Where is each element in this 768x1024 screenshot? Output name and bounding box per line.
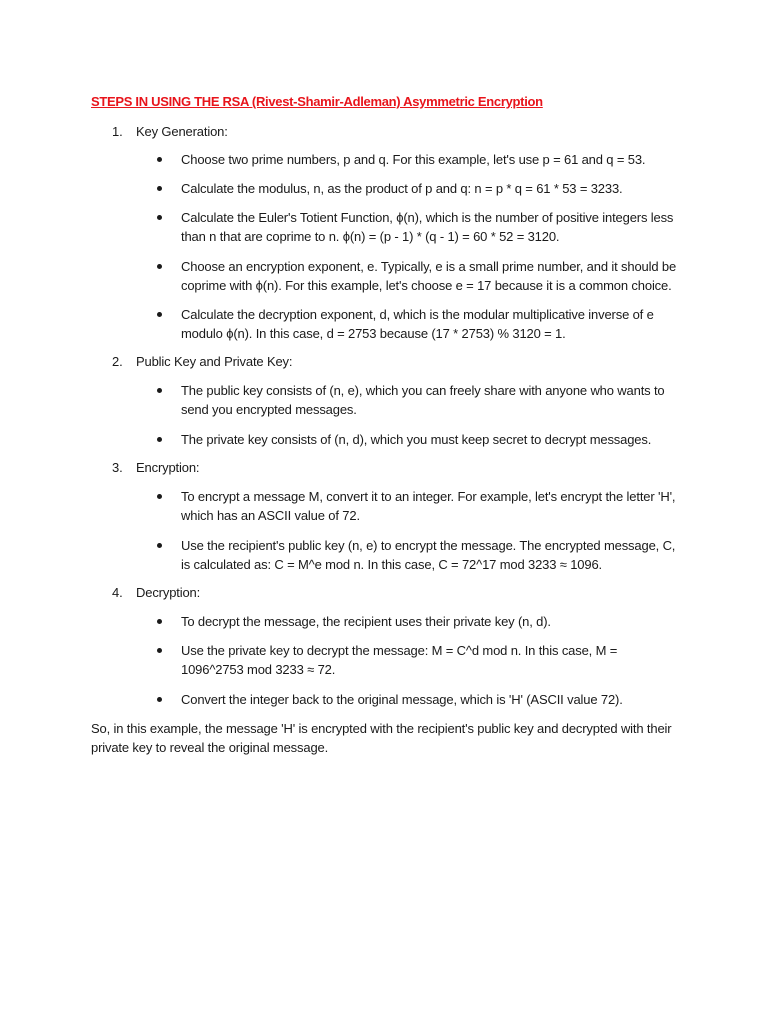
bullet-icon <box>157 312 162 317</box>
section-public-private-key <box>112 354 292 369</box>
list-item: Choose an encryption exponent, e. Typically, e is a small prime number, and it should be coprime with ϕ(n). For this example, let's choose e = 17 because it is a common choice. <box>181 259 677 293</box>
section-number: 4. <box>112 585 123 600</box>
section-heading: Encryption: <box>136 460 200 475</box>
section-key-generation <box>112 124 228 139</box>
list-item: The private key consists of (n, d), which you must keep secret to decrypt messages. <box>181 432 652 447</box>
bullet-icon <box>157 388 162 393</box>
bullet-icon <box>157 543 162 548</box>
bullet-icon <box>157 186 162 191</box>
list-item: Calculate the modulus, n, as the product of p and q: n = p * q = 61 * 53 = 3233. <box>181 181 623 196</box>
list-item: The public key consists of (n, e), which you can freely share with anyone who wants to send you encrypted messages. <box>181 383 665 417</box>
bullet-icon <box>157 619 162 624</box>
section-heading: Decryption: <box>136 585 201 600</box>
list-item: Calculate the Euler's Totient Function, ϕ(n), which is the number of positive integers less than n that are coprime to n. ϕ(n) = (p - 1) * (q - 1) = 60 * 52 = 3120. <box>181 210 674 244</box>
list-item: Calculate the decryption exponent, d, which is the modular multiplicative inverse of e modulo ϕ(n). In this case, d = 2753 because (17 * 2753) % 3120 = 1. <box>181 307 654 341</box>
list-item: Convert the integer back to the original message, which is 'H' (ASCII value 72). <box>181 692 623 707</box>
conclusion-paragraph: So, in this example, the message 'H' is encrypted with the recipient's public key and decrypted with their private key to reveal the original message. <box>91 721 672 755</box>
section-number: 3. <box>112 460 123 475</box>
section-heading: Key Generation: <box>136 124 228 139</box>
bullet-icon <box>157 157 162 162</box>
bullet-icon <box>157 648 162 653</box>
bullet-icon <box>157 437 162 442</box>
bullet-icon <box>157 215 162 220</box>
bullet-icon <box>157 697 162 702</box>
section-number: 1. <box>112 124 123 139</box>
document-title: STEPS IN USING THE RSA (Rivest-Shamir-Adleman) Asymmetric Encryption <box>91 94 543 109</box>
list-item: To encrypt a message M, convert it to an integer. For example, let's encrypt the letter 'H', which has an ASCII value of 72. <box>181 489 676 523</box>
list-item: Choose two prime numbers, p and q. For this example, let's use p = 61 and q = 53. <box>181 152 646 167</box>
section-decryption <box>112 585 200 600</box>
list-item: To decrypt the message, the recipient uses their private key (n, d). <box>181 614 551 629</box>
bullet-icon <box>157 494 162 499</box>
list-item: Use the recipient's public key (n, e) to encrypt the message. The encrypted message, C, is calculated as: C = M^e mod n. In this case, C = 72^17 mod 3233 ≈ 1096. <box>181 538 676 572</box>
bullet-icon <box>157 264 162 269</box>
list-item: Use the private key to decrypt the message: M = C^d mod n. In this case, M = 1096^2753 mod 3233 ≈ 72. <box>181 643 618 677</box>
section-encryption <box>112 460 199 475</box>
section-number: 2. <box>112 354 123 369</box>
section-heading: Public Key and Private Key: <box>136 354 293 369</box>
